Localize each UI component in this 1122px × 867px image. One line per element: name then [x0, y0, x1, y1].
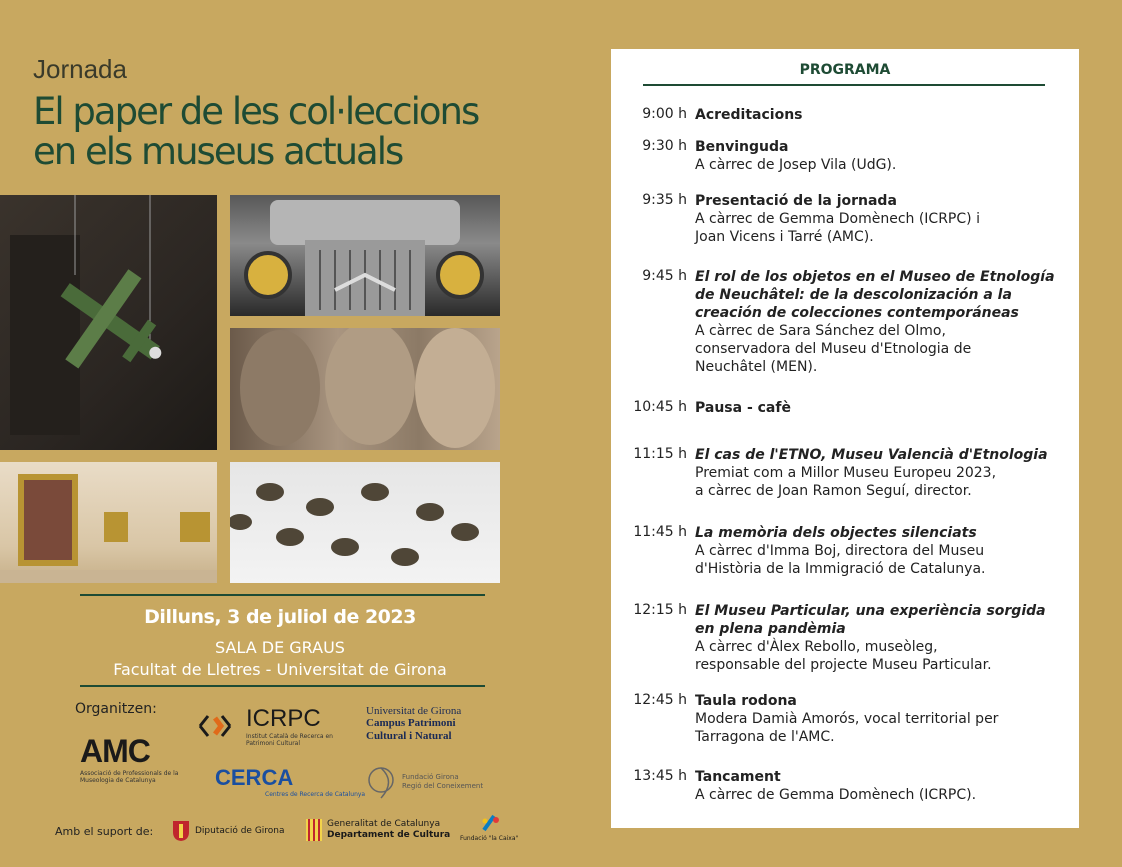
entry-time: 9:30 h — [642, 138, 687, 154]
entry-detail: Neuchâtel (MEN). — [695, 359, 818, 375]
icrpc-logo-text: ICRPC — [246, 705, 321, 732]
entry-detail: Modera Damià Amorós, vocal territorial per — [695, 711, 999, 727]
entry-heading: creación de colecciones contemporáneas — [695, 305, 1019, 321]
entry-heading: El Museu Particular, una experiència sorgida — [695, 603, 1046, 619]
fundacio-girona-icon — [366, 762, 396, 802]
organizers-label: Organitzen: — [75, 701, 157, 717]
generalitat-logo — [306, 819, 450, 841]
entry-heading: Benvinguda — [695, 139, 789, 155]
la-caixa-star-icon — [476, 812, 502, 834]
icrpc-logo — [190, 705, 356, 747]
icrpc-chevrons-icon — [190, 706, 240, 746]
la-caixa-text: Fundació "la Caixa" — [460, 835, 519, 842]
divider-top — [80, 594, 485, 596]
generalitat-department: Departament de Cultura — [327, 830, 451, 840]
entry-detail: Tarragona de l'AMC. — [695, 729, 835, 745]
entry-time: 13:45 h — [633, 768, 687, 784]
entry-time: 11:15 h — [633, 446, 687, 462]
program-title: PROGRAMA — [799, 62, 891, 78]
entry-detail: conservadora del Museu d'Etnologia de — [695, 341, 972, 357]
entry-time: 11:45 h — [633, 524, 687, 540]
entry-heading: La memòria dels objectes silenciats — [695, 525, 977, 541]
photo-stone-reliefs — [230, 328, 500, 450]
entry-detail: A càrrec d'Àlex Rebollo, museòleg, — [695, 639, 938, 655]
amc-logo-text: AMC — [80, 733, 150, 769]
photo-beetle-specimens — [230, 462, 500, 583]
udg-logo-campus: Campus Patrimoni Cultural i Natural — [366, 717, 456, 742]
entry-detail: A càrrec de Gemma Domènech (ICRPC) i — [695, 211, 980, 227]
diputacio-girona-logo — [172, 820, 285, 842]
event-date: Dilluns, 3 de juliol de 2023 — [144, 606, 416, 628]
diputacio-shield-icon — [172, 820, 190, 842]
entry-heading: Taula rodona — [695, 693, 797, 709]
entry-detail: responsable del projecte Museu Particular. — [695, 657, 992, 673]
entry-heading: El rol de los objetos en el Museo de Etnología — [695, 269, 1055, 285]
amc-logo-subtitle: Associació de Professionals de la Museologia de Catalunya — [80, 770, 179, 784]
support-label: Amb el suport de: — [55, 825, 154, 838]
diputacio-girona-text: Diputació de Girona — [195, 826, 285, 836]
entry-heading: El cas de l'ETNO, Museu Valencià d'Etnologia — [695, 447, 1048, 463]
entry-heading: en plena pandèmia — [695, 621, 846, 637]
entry-heading: Acreditacions — [695, 107, 803, 123]
cerca-logo-text: CERCA — [215, 765, 294, 790]
photo-vintage-car — [230, 195, 500, 316]
divider-bottom — [80, 685, 485, 687]
cerca-logo-subtitle: Centres de Recerca de Catalunya — [265, 791, 366, 798]
entry-detail: Premiat com a Millor Museu Europeu 2023, — [695, 465, 997, 481]
generalitat-flag-icon — [306, 819, 322, 841]
entry-time: 10:45 h — [633, 399, 687, 415]
event-kicker: Jornada — [33, 54, 127, 84]
udg-logo — [366, 705, 496, 743]
entry-time: 9:45 h — [642, 268, 687, 284]
photo-gallery-paintings — [0, 462, 217, 583]
entry-detail: d'Història de la Immigració de Catalunya. — [695, 561, 986, 577]
la-caixa-logo — [460, 812, 518, 842]
venue-room: SALA DE GRAUS — [215, 638, 345, 657]
icrpc-logo-subtitle: Institut Català de Recerca en Patrimoni Cultural — [246, 733, 333, 747]
entry-detail: A càrrec d'Imma Boj, directora del Museu — [695, 543, 985, 559]
fundacio-girona-name: Fundació Girona — [402, 773, 459, 781]
program-title-rule — [643, 84, 1045, 86]
entry-detail: A càrrec de Josep Vila (UdG). — [695, 157, 897, 173]
entry-time: 9:35 h — [642, 192, 687, 208]
entry-heading: Tancament — [695, 769, 781, 785]
event-title-line-1: El paper de les col·leccions — [33, 90, 479, 133]
entry-detail: Joan Vicens i Tarré (AMC). — [695, 229, 874, 245]
entry-detail: A càrrec de Gemma Domènech (ICRPC). — [695, 787, 977, 803]
entry-heading: de Neuchâtel: de la descolonización a la — [695, 287, 1012, 303]
entry-time: 12:45 h — [633, 692, 687, 708]
entry-heading: Pausa - cafè — [695, 400, 791, 416]
entry-heading: Presentació de la jornada — [695, 193, 897, 209]
photo-model-airplane — [0, 195, 217, 450]
udg-logo-name: Universitat de Girona — [366, 705, 462, 717]
event-title-line-2: en els museus actuals — [33, 130, 403, 173]
amc-logo — [80, 733, 180, 784]
program-panel — [611, 49, 1079, 828]
cerca-logo — [215, 765, 365, 798]
entry-detail: a càrrec de Joan Ramon Seguí, director. — [695, 483, 972, 499]
entry-detail: A càrrec de Sara Sánchez del Olmo, — [695, 323, 946, 339]
entry-time: 12:15 h — [633, 602, 687, 618]
generalitat-name: Generalitat de Catalunya — [327, 819, 441, 829]
venue-faculty: Facultat de Lletres - Universitat de Girona — [113, 660, 447, 679]
fundacio-girona-tagline: Regió del Coneixement — [402, 782, 484, 790]
fundacio-girona-logo — [366, 762, 483, 802]
event-title — [33, 92, 478, 172]
entry-time: 9:00 h — [642, 106, 687, 122]
